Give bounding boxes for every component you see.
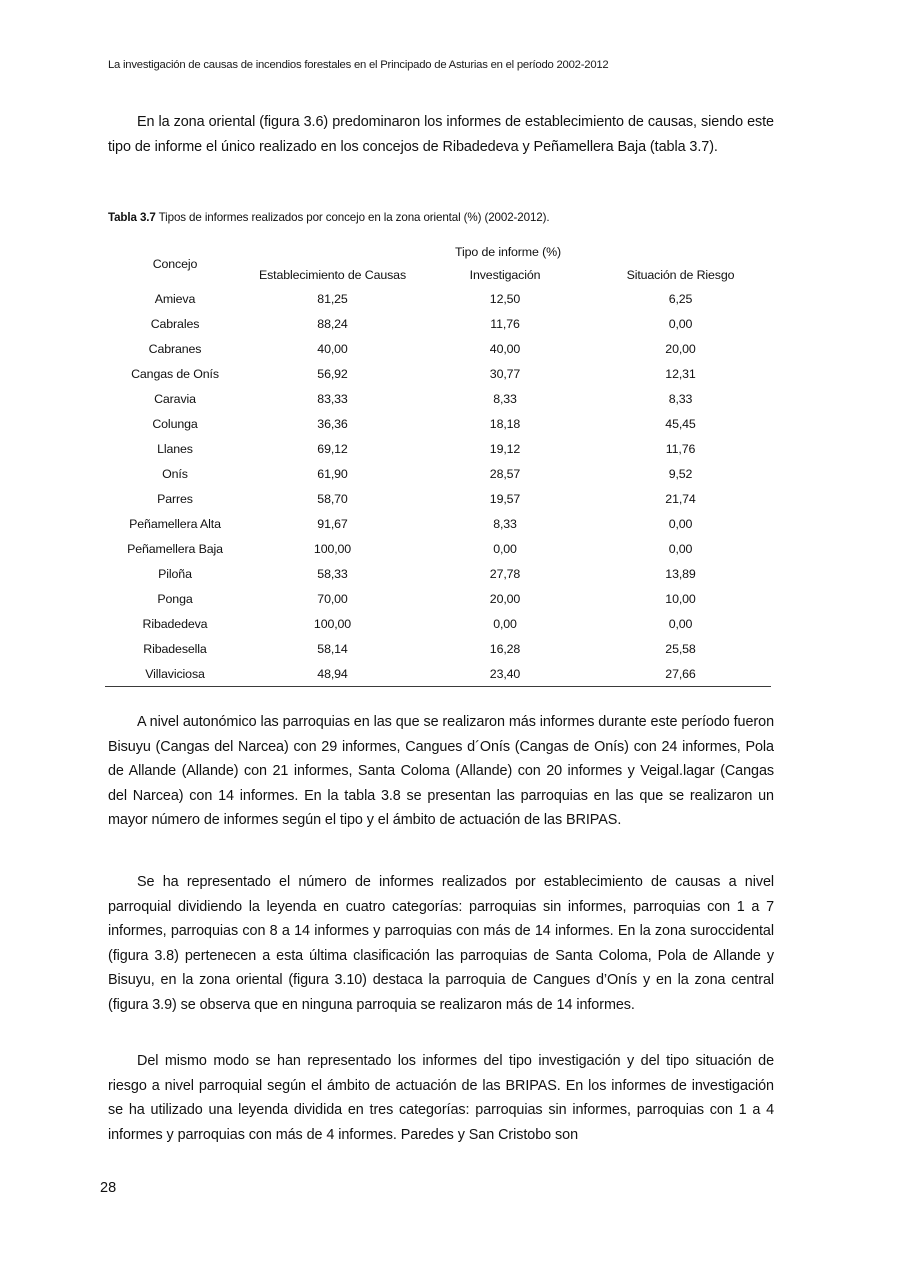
cell-establecimiento: 36,36 [317, 416, 348, 431]
cell-concejo: Llanes [157, 441, 193, 456]
column-header-situacion-de-riesgo: Situación de Riesgo [626, 267, 735, 282]
table-container [105, 241, 771, 687]
cell-concejo: Cabranes [148, 341, 202, 356]
cell-establecimiento: 58,70 [317, 491, 348, 506]
table-row [105, 586, 771, 611]
cell-situacion: 8,33 [668, 391, 693, 406]
cell-establecimiento: 91,67 [317, 516, 348, 531]
paragraph-autonomico: A nivel autonómico las parroquias en las que se realizaron más informes durante este período fueron Bisuyu (Cangas del Narcea) con 29 informes, Cangues d´Onís (Cangas de Onís) con 24 informes, Pola de Allande (Allande) con 21 informes, Santa Coloma (Allande) con 20 informes y Veigal.lagar (Cangas del Narcea) con 14 informes. En la tabla 3.8 se presentan las parroquias en las que se realizaron un mayor número de informes según el tipo y el ámbito de actuación de las BRIPAS. [108, 714, 774, 829]
cell-situacion: 0,00 [668, 616, 693, 631]
cell-situacion: 20,00 [665, 341, 696, 356]
cell-establecimiento: 58,33 [317, 566, 348, 581]
cell-concejo: Piloña [158, 566, 192, 581]
cell-concejo: Cabrales [150, 316, 200, 331]
table-row [105, 436, 771, 461]
cell-establecimiento: 88,24 [317, 316, 348, 331]
cell-situacion: 13,89 [665, 566, 696, 581]
cell-situacion: 0,00 [668, 516, 693, 531]
table-caption-label: Tabla 3.7 [108, 211, 156, 224]
cell-investigacion: 12,50 [489, 291, 521, 306]
table-row [105, 536, 771, 561]
cell-investigacion: 40,00 [489, 341, 521, 356]
table-row [105, 336, 771, 361]
cell-investigacion: 30,77 [489, 366, 521, 381]
cell-establecimiento: 69,12 [317, 441, 348, 456]
cell-establecimiento: 61,90 [317, 466, 348, 481]
table-row [105, 461, 771, 486]
cell-concejo: Parres [157, 491, 193, 506]
cell-establecimiento: 48,94 [245, 661, 420, 687]
cell-establecimiento: 83,33 [317, 391, 348, 406]
cell-establecimiento: 56,92 [317, 366, 348, 381]
cell-establecimiento: 70,00 [317, 591, 348, 606]
cell-investigacion: 16,28 [489, 641, 521, 656]
cell-concejo: Amieva [154, 291, 196, 306]
column-header-concejo: Concejo [152, 256, 198, 271]
cell-situacion: 27,66 [590, 661, 771, 687]
table-row [105, 511, 771, 536]
cell-concejo: Peñamellera Baja [127, 541, 223, 556]
table-caption [108, 210, 788, 226]
table-row [105, 361, 771, 386]
cell-situacion: 0,00 [668, 541, 693, 556]
table-row [105, 286, 771, 311]
cell-situacion: 10,00 [665, 591, 696, 606]
report-types-table [105, 241, 771, 687]
table-row [105, 411, 771, 436]
cell-situacion: 12,31 [665, 366, 696, 381]
cell-investigacion: 8,33 [493, 391, 517, 406]
cell-investigacion: 28,57 [489, 466, 521, 481]
cell-concejo: Peñamellera Alta [129, 516, 221, 531]
paragraph-intro: En la zona oriental (figura 3.6) predominaron los informes de establecimiento de causas, siendo este tipo de informe el único realizado en los concejos de Ribadedeva y Peñamellera Baja (tabla 3.7). [108, 114, 774, 155]
cell-concejo: Caravia [154, 391, 196, 406]
cell-investigacion: 20,00 [489, 591, 521, 606]
column-header-investigacion: Investigación [469, 267, 541, 282]
cell-situacion: 25,58 [665, 641, 696, 656]
cell-investigacion: 19,57 [489, 491, 521, 506]
running-header: La investigación de causas de incendios forestales en el Principado de Asturias en el período 2002-2012 [108, 59, 609, 71]
cell-investigacion: 11,76 [490, 316, 520, 331]
table-row [105, 636, 771, 661]
cell-establecimiento: 40,00 [317, 341, 348, 356]
page-number: 28 [100, 1180, 117, 1196]
paragraph-mismomodo: Del mismo modo se han representado los informes del tipo investigación y del tipo situación de riesgo a nivel parroquial según el ámbito de actuación de las BRIPAS. En los informes de investigación se ha utilizado una leyenda dividida en tres categorías: parroquias sin informes, parroquias con 1 a 4 informes y parroquias con más de 4 informes. Paredes y San Cristobo son [108, 1053, 774, 1143]
cell-situacion: 45,45 [665, 416, 696, 431]
cell-concejo: Ponga [157, 591, 193, 606]
table-row [105, 561, 771, 586]
cell-investigacion: 0,00 [493, 541, 517, 556]
cell-concejo: Villaviciosa [105, 661, 245, 687]
cell-establecimiento: 81,25 [317, 291, 348, 306]
column-header-establecimiento-de-causas: Establecimiento de Causas [258, 267, 407, 282]
cell-situacion: 11,76 [665, 441, 696, 456]
cell-concejo: Cangas de Onís [131, 366, 219, 381]
paragraph-representado: Se ha representado el número de informes realizados por establecimiento de causas a nivel parroquial dividiendo la leyenda en cuatro categorías: parroquias sin informes, parroquias con 1 a 7 informes, parroquias con 8 a 14 informes y parroquias con más de 14 informes. En la zona suroccidental (figura 3.8) pertenecen a esta última clasificación las parroquias de Santa Coloma, Pola de Allande y Bisuyu, en la zona oriental (figura 3.10) destaca la parroquia de Cangues d’Onís y en la zona central (figura 3.9) se observa que en ninguna parroquia se realizaron más de 14 informes. [108, 874, 774, 1013]
cell-concejo: Onís [162, 466, 188, 481]
table-row [105, 386, 771, 411]
cell-situacion: 21,74 [665, 491, 696, 506]
cell-situacion: 9,52 [668, 466, 693, 481]
cell-investigacion: 23,40 [420, 661, 590, 687]
cell-situacion: 6,25 [668, 291, 693, 306]
cell-investigacion: 18,18 [489, 416, 521, 431]
cell-investigacion: 0,00 [493, 616, 517, 631]
table-header-row-group [105, 241, 771, 263]
cell-investigacion: 19,12 [489, 441, 521, 456]
cell-establecimiento: 58,14 [317, 641, 348, 656]
cell-concejo: Ribadesella [143, 641, 207, 656]
cell-establecimiento: 100,00 [313, 541, 352, 556]
cell-concejo: Colunga [152, 416, 198, 431]
cell-situacion: 0,00 [668, 316, 693, 331]
table-row [105, 661, 771, 687]
table-body [105, 286, 771, 687]
table-caption-text: Tipos de informes realizados por concejo en la zona oriental (%) (2002-2012). [155, 211, 550, 224]
cell-investigacion: 27,78 [489, 566, 521, 581]
cell-concejo: Ribadedeva [142, 616, 208, 631]
cell-investigacion: 8,33 [493, 516, 517, 531]
table-row [105, 486, 771, 511]
table-header [105, 241, 771, 286]
table-row [105, 611, 771, 636]
table-row [105, 311, 771, 336]
column-header-group-tipo-informe: Tipo de informe (%) [455, 245, 561, 259]
cell-establecimiento: 100,00 [313, 616, 352, 631]
